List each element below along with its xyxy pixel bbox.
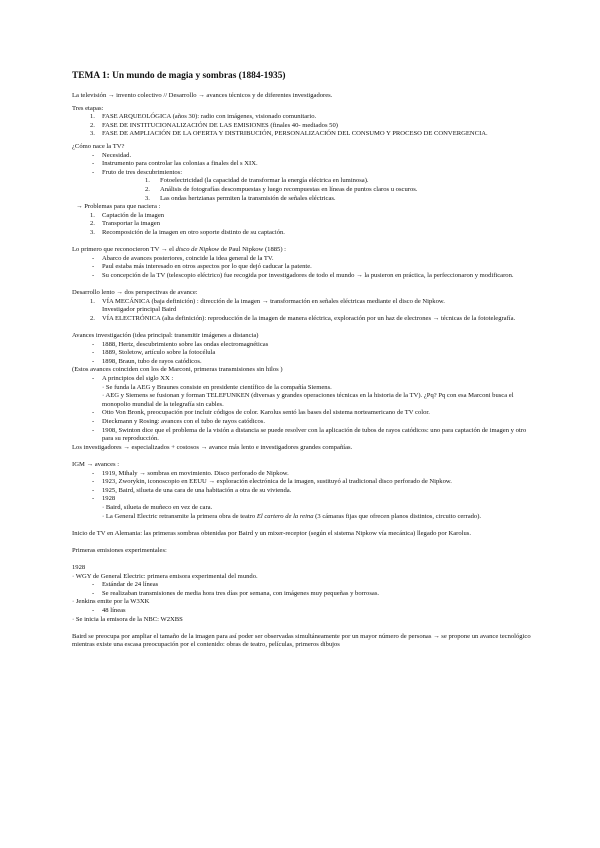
closing-paragraph: Baird se preocupa por ampliar el tamaño de la imagen para así poder ser observadas simultáneamente por un mayor número de personas → se propone un avance tecnológico mientras existe una escasa preocupación por el contenido: obras de teatro, películas, primeros dibujos — [72, 632, 531, 649]
list-item: 1. VÍA MECÁNICA (baja definición) : dirección de la imagen → transformación en señales eléctricas mediante el disco de Nipkow. — [90, 297, 445, 305]
list-item: 1. FASE ARQUEOLÓGICA (años 30): radio con imágenes, visionado comunitario. — [90, 113, 317, 121]
jenkins-list — [72, 607, 532, 616]
list-item: 2. Transportar la imagen — [90, 220, 160, 228]
research-heading: Avances investigación (idea principal: transmitir imágenes a distancia) — [72, 332, 259, 340]
origin-list — [72, 152, 532, 204]
nbc-item: · Se inicia la emisora de la NBC: W2XBS — [72, 615, 183, 623]
nipkow-list — [72, 255, 532, 281]
stages-heading: Tres etapas: — [72, 104, 104, 112]
list-item: 1. Captación de la imagen — [90, 211, 165, 219]
development-list — [72, 298, 532, 324]
marconi-note: (Estos avances coinciden con los de Marconi, primeras transmisiones sin hilos ) — [72, 366, 283, 374]
list-item: - 1888, Hertz, descubrimiento sobre las ondas electromagnéticas — [92, 340, 269, 348]
document-title: TEMA 1: Un mundo de magia y sombras (1884-1935) — [72, 71, 286, 81]
stages-list — [72, 113, 532, 139]
problems-heading: → Problemas para que naciera : — [76, 203, 161, 211]
list-item-note: Investigador principal Baird — [102, 306, 177, 314]
list-item: - 1898, Braun, tubo de rayos catódicos. — [92, 357, 202, 365]
list-item: 3. Las ondas hertzianas permiten la transmisión de señales eléctricas. — [145, 194, 336, 202]
nipkow-paragraph: Lo primero que reconocieron TV → el disco de Nipkow de Paul Nipkow (1885) : — [72, 246, 287, 254]
problems-list — [72, 212, 532, 238]
list-item: 1. Fotoelectricidad (la capacidad de transformar la energía eléctrica en luminosa). — [145, 177, 369, 185]
list-item: - Se realizaban transmisiones de media hora tres días por semana, con imágenes muy pequeñas y borrosas. — [92, 589, 380, 597]
list-item: - Su concepción de la TV (telescopio eléctrico) fue recogida por investigadores de todo el mundo → la pusieron en práctica, la perfeccionaron y modificaron. — [92, 271, 514, 279]
germany-paragraph: Inicio de TV en Alemania: las primeras sombras obtenidas por Baird y un mixer-receptor (según el sistema Nipkow vía mecánica) llegado por Karolus. — [72, 529, 471, 537]
list-item: - 1923, Zworykin, iconoscopio en EEUU → exploración electrónica de la imagen, sustituyó al tradicional disco perforado de Nipkow. — [92, 478, 452, 486]
list-item: 2. Análisis de fotografías descompuestas y luego recompuestas en líneas de puntos claros u oscuros. — [145, 185, 418, 193]
list-item: - 1928 — [92, 495, 116, 503]
question-heading: ¿Cómo nace la TV? — [72, 142, 125, 150]
summary-text: Los investigadores → especializados + costosos → avance más lento e investigadores grandes compañías. — [72, 443, 353, 451]
jenkins-item: · Jenkins emite por la W3XK — [72, 598, 150, 606]
year-label: 1928 — [72, 564, 86, 572]
century-list — [72, 375, 532, 444]
list-item: 2. FASE DE INSTITUCIONALIZACIÓN DE LAS EMISIONES (finales 40- mediados 50) — [90, 121, 338, 129]
wgy-item: · WGY de General Electric: primera emisora experimental del mundo. — [72, 572, 258, 580]
list-item: - 1908, Swinton dice que el problema de la visión a distancia se puede resolver con la aplicación de tubos de rayos catódicos: uno para captación de imagen y otro para su reproducción. — [92, 426, 527, 443]
list-item: - Otto Von Bronk, preocupación por incluir códigos de color. Karolus sentó las bases del sistema norteamericano de TV color. — [92, 409, 430, 417]
list-item-sub: · Baird, silueta de muñeco en vez de cara. — [102, 503, 213, 511]
list-item-sub: · Se funda la AEG y Braunes consiste en presidente científico de la compañía Siemens. — [102, 383, 332, 391]
igm-list — [72, 470, 532, 522]
list-item: 2. VÍA ELECTRÓNICA (alta definición): reproducción de la imagen de manera eléctrica, exploración por un haz de electrones → técnicas de la fototelegrafía. — [90, 314, 516, 322]
list-item: - A principios del siglo XX : — [92, 375, 174, 382]
igm-heading: IGM → avances : — [72, 460, 120, 468]
list-item: - Abarco de avances posteriores, coincide la idea general de la TV. — [92, 254, 274, 262]
list-item: 3. Recomposición de la imagen en otro soporte distinto de su captación. — [90, 228, 285, 236]
list-item: - Necesidad. — [92, 151, 132, 159]
list-item: - Paul estaba más interesado en otros aspectos por lo que dejó caducar la patente. — [92, 263, 312, 271]
wgy-list — [72, 581, 532, 598]
list-item: - 48 líneas — [92, 607, 126, 615]
list-item: - 1889, Stoletow, artículo sobre la fotocélula — [92, 349, 216, 357]
list-item: - Estándar de 24 líneas — [92, 581, 159, 589]
list-item: - Dieckmann y Rosing: avances con el tubo de rayos catódicos. — [92, 417, 265, 425]
intro-text: La televisión → invento colectivo // Desarrollo → avances técnicos y de diferentes investigadores. — [72, 92, 333, 99]
list-item: - 1925, Baird, silueta de una cara de una habitación a otra de su vivienda. — [92, 486, 292, 494]
research-list — [72, 341, 532, 367]
list-item-sub: · La General Electric retransmite la primera obra de teatro El cartero de la reina (3 cámaras fijas que ofrecen planos distintos, circuito cerrado). — [102, 512, 482, 520]
list-item: - Fruto de tres descubrimientos: — [92, 168, 183, 176]
list-item-sub: · AEG y Siemens se fusionan y forman TELEFUNKEN (diversas y grandes operaciones técnicas en la historia de la TV). ¿Pq? Pq con esa Marconi busca el monopolio mundial de la telegrafía sin cables. — [102, 392, 514, 408]
list-item: 3. FASE DE AMPLIACIÓN DE LA OFERTA Y DISTRIBUCIÓN, PERSONALIZACIÓN DEL CONSUMO Y PROCESO DE CONVERGENCIA. — [90, 130, 488, 138]
list-item: - Instrumento para controlar las colonias a finales del s XIX. — [92, 160, 258, 168]
document-page — [72, 70, 532, 650]
development-heading: Desarrollo lento → dos perspectivas de avance: — [72, 289, 198, 297]
list-item: - 1919, Mihaly → sombras en movimiento. Disco perforado de Nipkow. — [92, 469, 289, 477]
first-broadcasts-heading: Primeras emisiones experimentales: — [72, 546, 167, 554]
